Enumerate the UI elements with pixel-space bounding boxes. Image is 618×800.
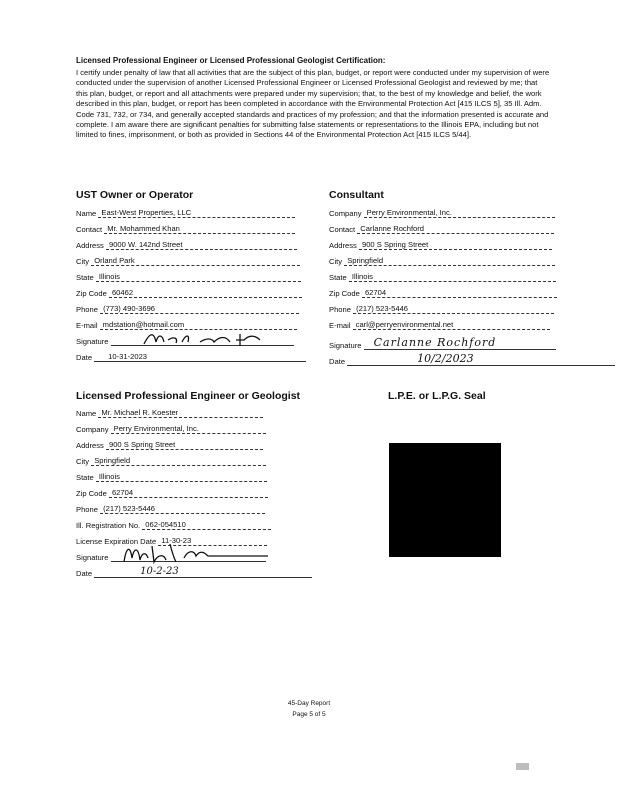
owner-city-value: Orland Park bbox=[91, 256, 300, 266]
engineer-signature-label: Signature bbox=[76, 553, 109, 562]
owner-address-label: Address bbox=[76, 241, 104, 250]
consultant-zip-field bbox=[329, 288, 557, 300]
owner-email-label: E-mail bbox=[76, 321, 98, 330]
consultant-city-field bbox=[329, 256, 555, 268]
consultant-phone-value: (217) 523-5446 bbox=[353, 304, 554, 314]
consultant-state-value: Illinois bbox=[349, 272, 556, 282]
consultant-zip-label: Zip Code bbox=[329, 289, 360, 298]
engineer-city-field bbox=[76, 456, 266, 468]
owner-heading: UST Owner or Operator bbox=[76, 189, 194, 201]
consultant-phone-label: Phone bbox=[329, 305, 351, 314]
engineer-company-label: Company bbox=[76, 425, 109, 434]
consultant-contact-field bbox=[329, 224, 554, 236]
owner-city-field bbox=[76, 256, 300, 268]
certification-statement: I certify under penalty of law that all activities that are the subject of this plan, budget, or report were conducted under my supervision of were conducted under the supervision of another Licensed Professional Engineer or Licensed Professional Geologist and reviewed by me; that this plan, budget, or report and all attachments were prepared under my supervision; that, to the best of my knowledge and belief, the work described in this plan, budget, or report has been completed in accordance with the Environmental Protection Act [415 ILCS 5], 35 Ill. Adm. Code 731, 732, or 734, and generally accepted standards and practices of my profession; and that the information presented is accurate and complete. I am aware there are significant penalties for submitting false statements or representations to the Illinois EPA, including but not limited to fines, imprisonment, or both as provided in Sections 44 of the Environmental Protection Act [415 ILCS 5/44]. bbox=[76, 68, 550, 140]
owner-address-field bbox=[76, 240, 297, 252]
owner-date-label: Date bbox=[76, 353, 93, 362]
consultant-signature-label: Signature bbox=[329, 341, 362, 350]
owner-phone-label: Phone bbox=[76, 305, 98, 314]
consultant-address-field bbox=[329, 240, 552, 252]
consultant-address-value: 900 S Spring Street bbox=[359, 240, 552, 250]
consultant-date-label: Date bbox=[329, 357, 346, 366]
consultant-contact-label: Contact bbox=[329, 225, 356, 234]
engineer-registration-label: Ill. Registration No. bbox=[76, 521, 141, 530]
consultant-address-label: Address bbox=[329, 241, 357, 250]
engineer-name-label: Name bbox=[76, 409, 97, 418]
owner-state-label: State bbox=[76, 273, 94, 282]
owner-phone-value: (773) 490-3696 bbox=[100, 304, 299, 314]
engineer-phone-field bbox=[76, 504, 265, 516]
engineer-name-value: Mr. Michael R. Koester bbox=[98, 408, 263, 418]
owner-zip-value: 60462 bbox=[109, 288, 302, 298]
consultant-phone-field bbox=[329, 304, 554, 316]
owner-date-field bbox=[76, 352, 306, 364]
engineer-zip-label: Zip Code bbox=[76, 489, 107, 498]
owner-contact-label: Contact bbox=[76, 225, 103, 234]
seal-heading: L.P.E. or L.P.G. Seal bbox=[388, 390, 486, 402]
consultant-date-field bbox=[329, 352, 615, 364]
engineer-name-field bbox=[76, 408, 263, 420]
owner-state-value: Illinois bbox=[96, 272, 301, 282]
consultant-city-label: City bbox=[329, 257, 343, 266]
certification-title: Licensed Professional Engineer or Licensed Professional Geologist Certification: bbox=[76, 56, 386, 65]
engineer-address-field bbox=[76, 440, 263, 452]
engineer-address-label: Address bbox=[76, 441, 104, 450]
consultant-email-label: E-mail bbox=[329, 321, 351, 330]
consultant-city-value: Springfield bbox=[344, 256, 555, 266]
consultant-company-label: Company bbox=[329, 209, 362, 218]
consultant-date-value: 10/2/2023 bbox=[347, 352, 615, 366]
consultant-signature-field bbox=[329, 336, 556, 348]
engineer-company-value: Perry Environmental, Inc. bbox=[111, 424, 266, 434]
consultant-state-label: State bbox=[329, 273, 347, 282]
owner-email-value: mdstation@hotmail.com bbox=[100, 320, 297, 330]
engineer-license-expiration-value: 11-30-23 bbox=[158, 536, 267, 546]
engineer-phone-value: (217) 523-5446 bbox=[100, 504, 265, 514]
owner-phone-field bbox=[76, 304, 299, 316]
engineer-state-field bbox=[76, 472, 267, 484]
engineer-date-value: 10-2-23 bbox=[94, 566, 312, 578]
engineer-company-field bbox=[76, 424, 266, 436]
owner-name-value: East-West Properties, LLC bbox=[98, 208, 295, 218]
engineer-city-label: City bbox=[76, 457, 90, 466]
engineer-heading: Licensed Professional Engineer or Geologist bbox=[76, 390, 301, 402]
consultant-heading: Consultant bbox=[329, 189, 384, 201]
owner-signature-label: Signature bbox=[76, 337, 109, 346]
consultant-company-field bbox=[329, 208, 555, 220]
owner-name-field bbox=[76, 208, 295, 220]
owner-contact-value: Mr. Mohammed Khan bbox=[104, 224, 295, 234]
consultant-contact-value: Carlanne Rochford bbox=[357, 224, 554, 234]
consultant-company-value: Perry Environmental, Inc. bbox=[364, 208, 555, 218]
engineer-date-field bbox=[76, 566, 312, 578]
seal-redaction-box bbox=[389, 443, 501, 557]
owner-handwritten-signature bbox=[140, 328, 270, 350]
engineer-address-value: 900 S Spring Street bbox=[106, 440, 263, 450]
footer-page-number: Page 5 of 5 bbox=[292, 711, 326, 718]
consultant-handwritten-signature: Carlanne Rochford bbox=[364, 336, 556, 350]
corner-mark bbox=[516, 763, 529, 770]
consultant-email-value: carl@perryenvironmental.net bbox=[353, 320, 550, 330]
owner-name-label: Name bbox=[76, 209, 97, 218]
consultant-zip-value: 62704 bbox=[362, 288, 557, 298]
owner-zip-label: Zip Code bbox=[76, 289, 107, 298]
engineer-zip-value: 62704 bbox=[109, 488, 268, 498]
engineer-registration-value: 062-054510 bbox=[142, 520, 271, 530]
owner-zip-field bbox=[76, 288, 302, 300]
engineer-zip-field bbox=[76, 488, 268, 500]
consultant-state-field bbox=[329, 272, 556, 284]
engineer-handwritten-signature bbox=[118, 540, 278, 568]
owner-contact-field bbox=[76, 224, 295, 236]
engineer-date-label: Date bbox=[76, 569, 93, 578]
consultant-email-field bbox=[329, 320, 550, 332]
engineer-registration-field bbox=[76, 520, 271, 532]
owner-city-label: City bbox=[76, 257, 90, 266]
owner-state-field bbox=[76, 272, 301, 284]
engineer-state-value: Illinois bbox=[96, 472, 267, 482]
engineer-state-label: State bbox=[76, 473, 94, 482]
owner-date-value: 10-31-2023 bbox=[94, 352, 306, 362]
engineer-license-expiration-label: License Expiration Date bbox=[76, 537, 157, 546]
owner-address-value: 9000 W. 142nd Street bbox=[106, 240, 297, 250]
footer-report-title: 45-Day Report bbox=[287, 700, 331, 707]
engineer-city-value: Springfield bbox=[91, 456, 266, 466]
engineer-phone-label: Phone bbox=[76, 505, 98, 514]
